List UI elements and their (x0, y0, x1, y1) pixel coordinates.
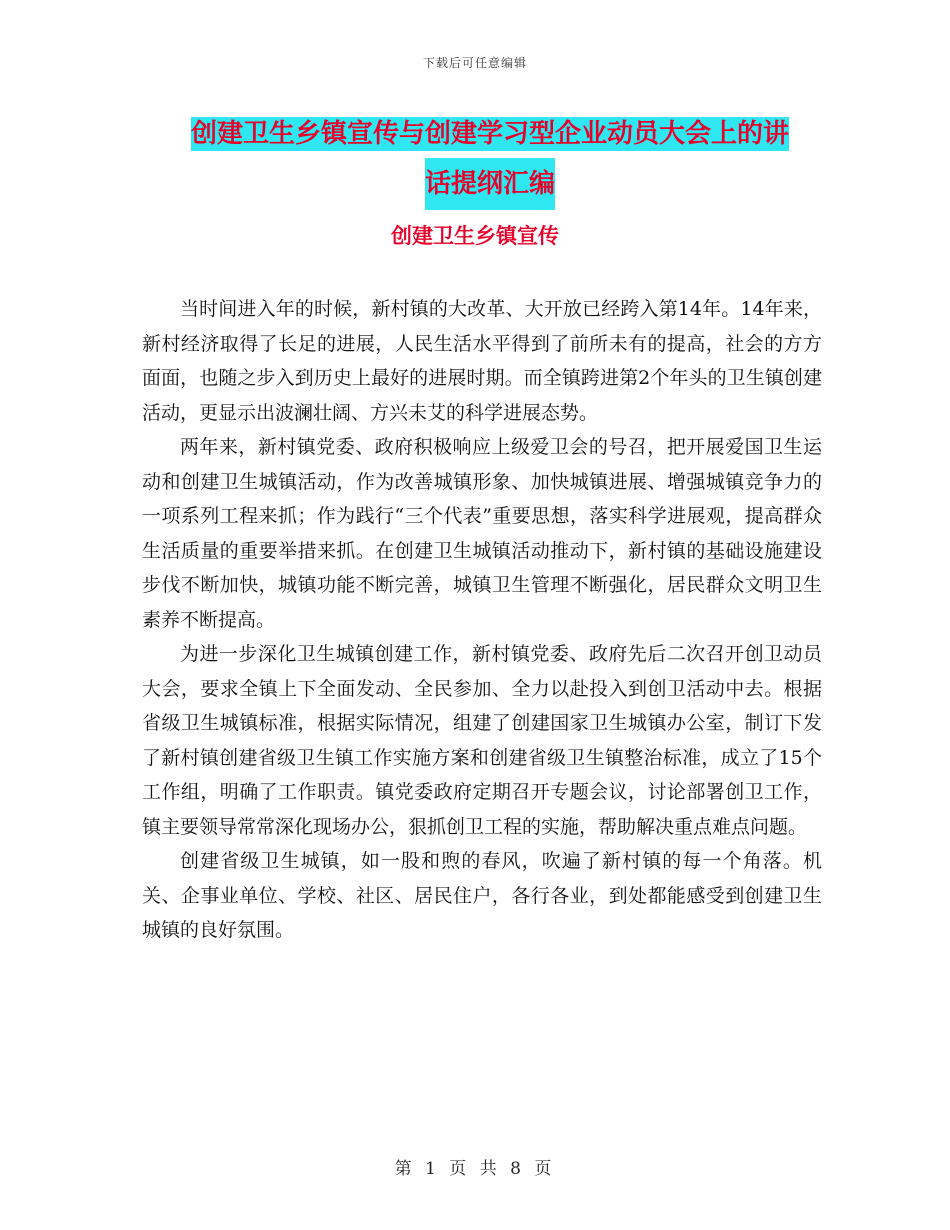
page-footer: 第 1 页 共 8 页 (394, 1159, 556, 1179)
document-body (142, 292, 822, 948)
paragraph: 两年来，新村镇党委、政府积极响应上级爱卫会的号召，把开展爱国卫生运动和创建卫生城镇活动，作为改善城镇形象、加快城镇进展、增强城镇竞争力的一项系列工程来抓；作为践行“三个代表”重要思想，落实科学进展观，提高群众生活质量的重要举措来抓。在创建卫生城镇活动推动下，新村镇的基础设施建设步伐不断加快，城镇功能不断完善，城镇卫生管理不断强化，居民群众文明卫生素养不断提高。 (142, 436, 822, 631)
header-note: 下载后可任意编辑 (422, 56, 527, 70)
paragraph: 创建省级卫生城镇，如一股和煦的春风，吹遍了新村镇的每一个角落。机关、企事业单位、学校、社区、居民住户，各行各业，到处都能感受到创建卫生城镇的良好氛围。 (142, 850, 822, 941)
document-title-line-1: 创建卫生乡镇宣传与创建学习型企业动员大会上的讲 (190, 119, 789, 149)
document-title (140, 110, 840, 210)
document-title-line-2: 话提纲汇编 (425, 158, 555, 210)
paragraph: 为进一步深化卫生城镇创建工作，新村镇党委、政府先后二次召开创卫动员大会，要求全镇上下全面发动、全民参加、全力以赴投入到创卫活动中去。根据省级卫生城镇标准，根据实际情况，组建了创建国家卫生城镇办公室，制订下发了新村镇创建省级卫生镇工作实施方案和创建省级卫生镇整治标准，成立了15个工作组，明确了工作职责。镇党委政府定期召开专题会议，讨论部署创卫工作，镇主要领导常常深化现场办公，狠抓创卫工程的实施，帮助解决重点难点问题。 (142, 643, 822, 838)
paragraph: 当时间进入年的时候，新村镇的大改革、大开放已经跨入第14年。14年来，新村经济取得了长足的进展，人民生活水平得到了前所未有的提高，社会的方方面面，也随之步入到历史上最好的进展时期。而全镇跨进第2个年头的卫生镇创建活动，更显示出波澜壮阔、方兴未艾的科学进展态势。 (142, 298, 822, 424)
section-title: 创建卫生乡镇宣传 (391, 224, 559, 248)
